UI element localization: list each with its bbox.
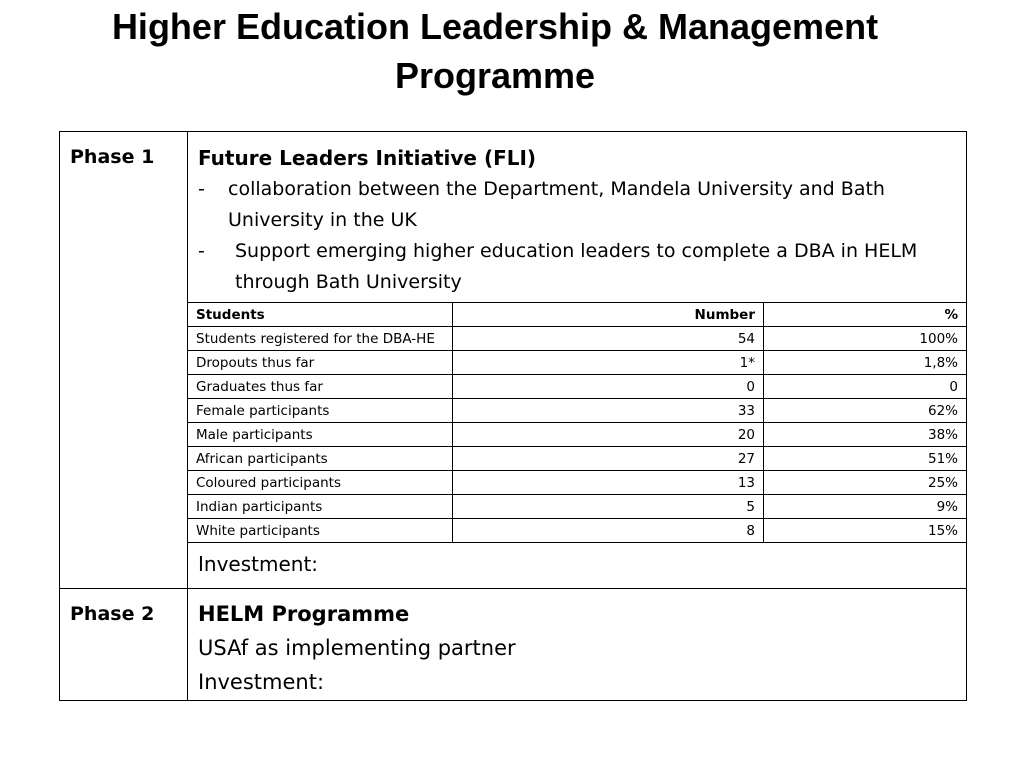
phase-1-bullet	[198, 174, 958, 236]
row-number: 1*	[453, 351, 764, 375]
phase-1-bullet	[198, 236, 958, 298]
phase-1-heading: Future Leaders Initiative (FLI)	[198, 146, 537, 170]
column-header-students: Students	[188, 303, 453, 327]
row-label: Graduates thus far	[188, 375, 453, 399]
students-table	[188, 302, 966, 543]
phase-1-row	[60, 132, 967, 589]
row-percent: 38%	[764, 423, 967, 447]
table-row	[188, 495, 966, 519]
table-row	[188, 423, 966, 447]
bullet-dash: -	[198, 240, 205, 262]
row-percent: 15%	[764, 519, 967, 543]
students-table-header	[188, 303, 966, 327]
row-number: 27	[453, 447, 764, 471]
phase-1-label: Phase 1	[60, 132, 188, 589]
phases-table	[59, 131, 967, 701]
row-label: Coloured participants	[188, 471, 453, 495]
row-percent: 62%	[764, 399, 967, 423]
row-number: 20	[453, 423, 764, 447]
bullet-dash: -	[198, 178, 205, 200]
column-header-number: Number	[453, 303, 764, 327]
phase-2-content	[188, 589, 967, 701]
phase-1-investment: Investment:	[198, 552, 319, 576]
row-label: White participants	[188, 519, 453, 543]
row-label: Students registered for the DBA-HE	[188, 327, 453, 351]
row-label: Female participants	[188, 399, 453, 423]
row-label: Male participants	[188, 423, 453, 447]
phase-1-content	[188, 132, 967, 589]
row-number: 54	[453, 327, 764, 351]
row-label: Dropouts thus far	[188, 351, 453, 375]
row-label: African participants	[188, 447, 453, 471]
phase-2-partner: USAf as implementing partner	[198, 636, 516, 660]
table-row	[188, 375, 966, 399]
row-percent: 25%	[764, 471, 967, 495]
row-label: Indian participants	[188, 495, 453, 519]
table-row	[188, 351, 966, 375]
phase-2-label: Phase 2	[60, 589, 188, 701]
row-number: 33	[453, 399, 764, 423]
table-row	[188, 471, 966, 495]
page-title-line-1: Higher Education Leadership & Management	[111, 6, 879, 47]
bullet-text: collaboration between the Department, Mandela University and Bath University in the UK	[228, 178, 885, 231]
row-percent: 51%	[764, 447, 967, 471]
row-percent: 100%	[764, 327, 967, 351]
phase-1-description	[188, 132, 966, 302]
phase-2-investment: Investment:	[198, 670, 325, 694]
table-row	[188, 399, 966, 423]
page-title-line-2: Programme	[394, 55, 596, 96]
row-percent: 1,8%	[764, 351, 967, 375]
table-row	[188, 519, 966, 543]
table-row	[188, 447, 966, 471]
row-percent: 0	[764, 375, 967, 399]
phase-2-heading: HELM Programme	[198, 602, 410, 626]
row-number: 13	[453, 471, 764, 495]
table-row	[188, 327, 966, 351]
row-number: 8	[453, 519, 764, 543]
column-header-percent: %	[764, 303, 967, 327]
row-number: 5	[453, 495, 764, 519]
page-title	[20, 2, 970, 100]
row-percent: 9%	[764, 495, 967, 519]
row-number: 0	[453, 375, 764, 399]
phase-2-row	[60, 589, 967, 701]
bullet-text: Support emerging higher education leaders to complete a DBA in HELM through Bath University	[235, 240, 918, 293]
